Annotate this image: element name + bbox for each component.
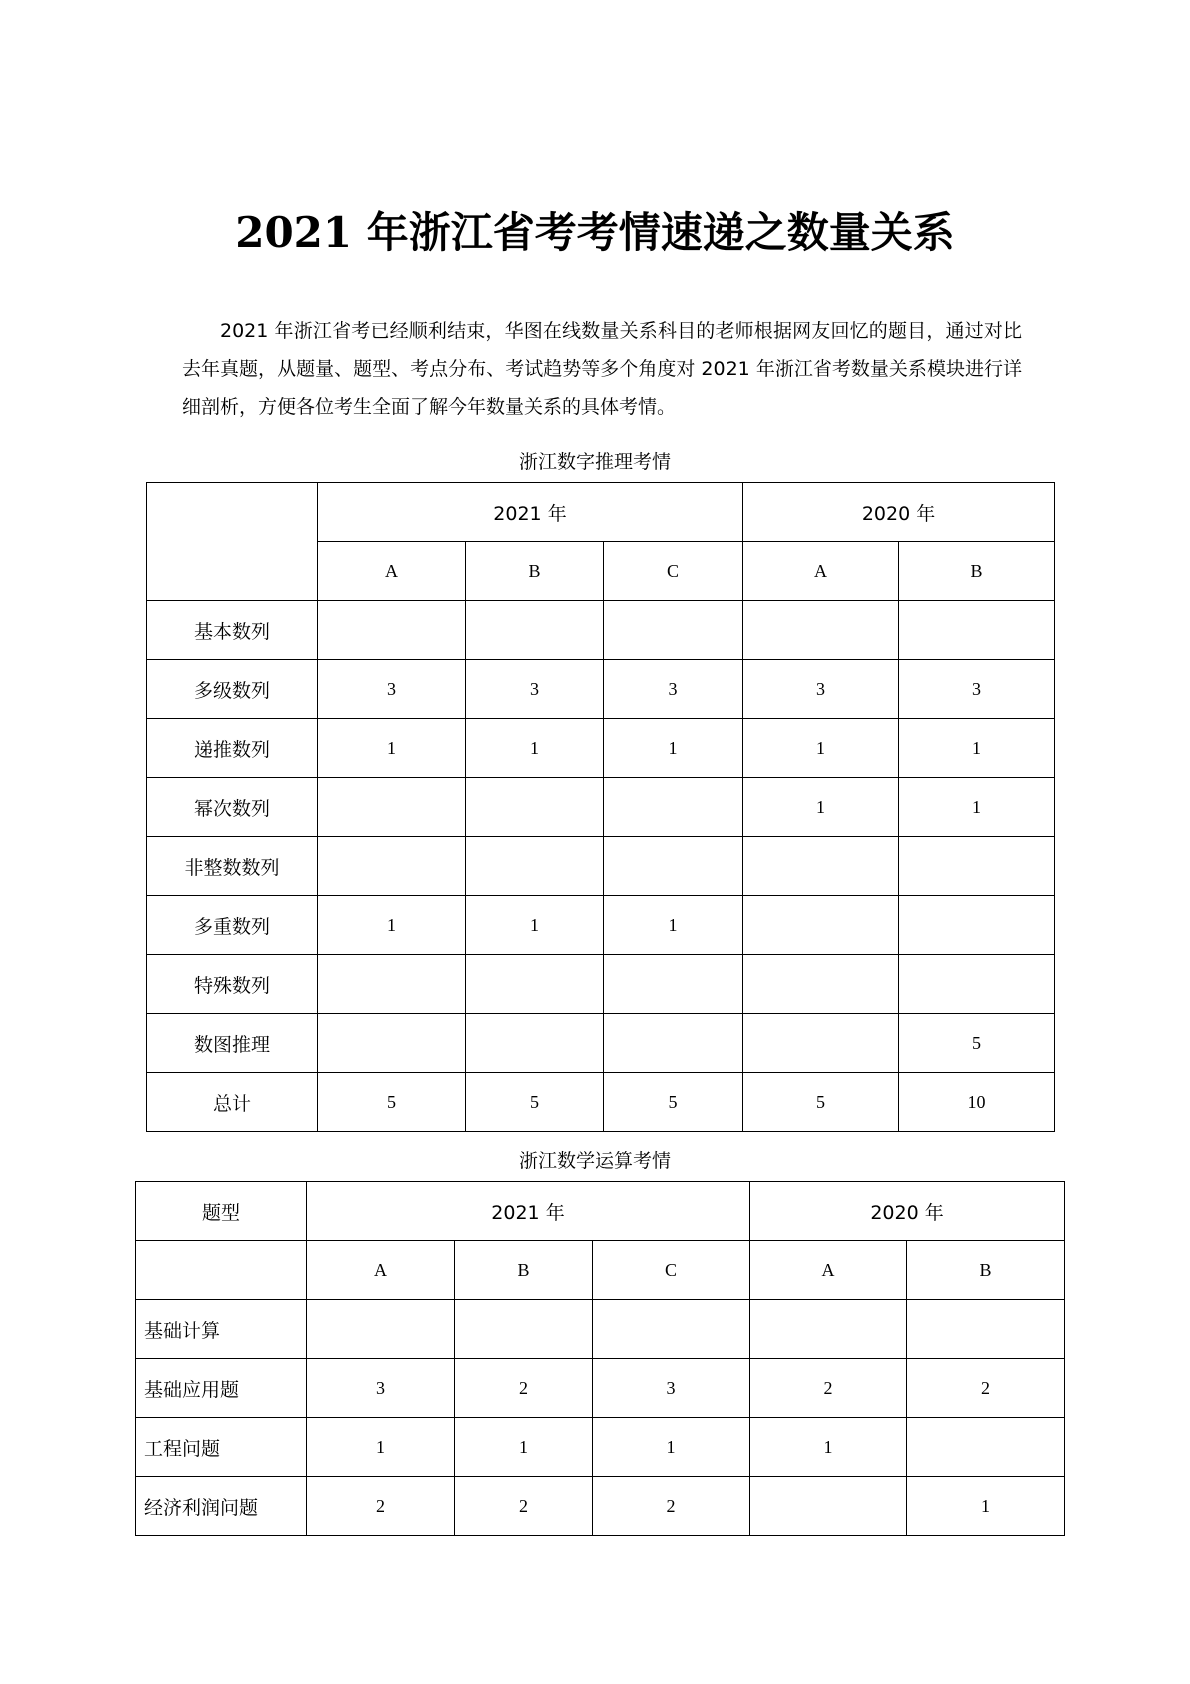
cell: 1 xyxy=(593,1418,750,1477)
cell: 2 xyxy=(750,1359,907,1418)
table1-header-2021: 2021 年 xyxy=(318,483,743,542)
cell xyxy=(750,1477,907,1536)
cell xyxy=(466,837,604,896)
table-row xyxy=(147,896,1055,955)
cell xyxy=(604,837,743,896)
row-label: 基础计算 xyxy=(136,1300,307,1359)
row-label: 非整数数列 xyxy=(147,837,318,896)
cell: 1 xyxy=(899,719,1055,778)
cell: 1 xyxy=(455,1418,593,1477)
cell xyxy=(318,778,466,837)
cell xyxy=(455,1300,593,1359)
cell: 3 xyxy=(604,660,743,719)
cell: 10 xyxy=(899,1073,1055,1132)
table2-subheader: A xyxy=(307,1241,455,1300)
row-label: 特殊数列 xyxy=(147,955,318,1014)
cell: 3 xyxy=(593,1359,750,1418)
table1-subheader: A xyxy=(318,542,466,601)
table1-subheader: C xyxy=(604,542,743,601)
cell: 2 xyxy=(455,1359,593,1418)
cell: 5 xyxy=(604,1073,743,1132)
table1-subheader: B xyxy=(466,542,604,601)
cell: 1 xyxy=(899,778,1055,837)
cell: 3 xyxy=(307,1359,455,1418)
cell xyxy=(604,601,743,660)
cell xyxy=(318,837,466,896)
cell xyxy=(743,837,899,896)
row-label: 基础应用题 xyxy=(136,1359,307,1418)
table-row xyxy=(136,1418,1065,1477)
table2-subheader: C xyxy=(593,1241,750,1300)
table-row xyxy=(147,601,1055,660)
table-row xyxy=(147,719,1055,778)
table2-subheader: B xyxy=(455,1241,593,1300)
cell: 2 xyxy=(455,1477,593,1536)
cell: 1 xyxy=(743,719,899,778)
table-row xyxy=(136,1477,1065,1536)
cell xyxy=(743,955,899,1014)
cell: 1 xyxy=(318,719,466,778)
cell: 1 xyxy=(466,896,604,955)
cell xyxy=(899,955,1055,1014)
table-row xyxy=(136,1300,1065,1359)
cell: 5 xyxy=(743,1073,899,1132)
table1-caption: 浙江数字推理考情 xyxy=(518,451,671,473)
cell xyxy=(466,778,604,837)
cell: 3 xyxy=(466,660,604,719)
cell xyxy=(466,1014,604,1073)
table1-subheader: B xyxy=(899,542,1055,601)
table-row xyxy=(136,1359,1065,1418)
cell: 1 xyxy=(907,1477,1065,1536)
cell: 1 xyxy=(307,1418,455,1477)
cell xyxy=(907,1418,1065,1477)
cell xyxy=(604,1014,743,1073)
table2-header-2020: 2020 年 xyxy=(750,1182,1065,1241)
table-row xyxy=(147,1073,1055,1132)
cell xyxy=(604,955,743,1014)
cell: 1 xyxy=(750,1418,907,1477)
cell: 5 xyxy=(318,1073,466,1132)
cell: 1 xyxy=(466,719,604,778)
cell xyxy=(318,601,466,660)
cell xyxy=(604,778,743,837)
cell xyxy=(743,1014,899,1073)
cell xyxy=(899,896,1055,955)
cell: 2 xyxy=(907,1359,1065,1418)
table-row xyxy=(147,955,1055,1014)
row-label: 工程问题 xyxy=(136,1418,307,1477)
cell xyxy=(750,1300,907,1359)
cell: 2 xyxy=(307,1477,455,1536)
table1-header-2020: 2020 年 xyxy=(743,483,1055,542)
cell xyxy=(318,955,466,1014)
table2-header-2021: 2021 年 xyxy=(307,1182,750,1241)
cell: 3 xyxy=(318,660,466,719)
page-title: 2021 年浙江省考考情速递之数量关系 xyxy=(235,208,955,257)
cell: 3 xyxy=(743,660,899,719)
cell: 5 xyxy=(899,1014,1055,1073)
table1-corner-cell xyxy=(147,483,318,601)
row-label: 基本数列 xyxy=(147,601,318,660)
table2-sub-corner-cell xyxy=(136,1241,307,1300)
cell: 1 xyxy=(604,896,743,955)
cell xyxy=(899,837,1055,896)
cell xyxy=(907,1300,1065,1359)
cell xyxy=(899,601,1055,660)
cell xyxy=(593,1300,750,1359)
table-row xyxy=(147,1014,1055,1073)
cell: 1 xyxy=(604,719,743,778)
table2-subheader: B xyxy=(907,1241,1065,1300)
table1-subheader: A xyxy=(743,542,899,601)
row-label: 多级数列 xyxy=(147,660,318,719)
row-label: 经济利润问题 xyxy=(136,1477,307,1536)
table2-corner-cell: 题型 xyxy=(136,1182,307,1241)
table-row xyxy=(147,837,1055,896)
table2-caption: 浙江数学运算考情 xyxy=(518,1150,671,1172)
table-row xyxy=(147,660,1055,719)
cell: 5 xyxy=(466,1073,604,1132)
cell: 3 xyxy=(899,660,1055,719)
row-label: 多重数列 xyxy=(147,896,318,955)
cell xyxy=(318,1014,466,1073)
row-label: 递推数列 xyxy=(147,719,318,778)
cell xyxy=(743,601,899,660)
row-label: 总计 xyxy=(147,1073,318,1132)
cell xyxy=(307,1300,455,1359)
cell xyxy=(466,601,604,660)
intro-paragraph: 2021 年浙江省考已经顺利结束，华图在线数量关系科目的老师根据网友回忆的题目，通过对比去年真题，从题量、题型、考点分布、考试趋势等多个角度对 2021 年浙江省考数量关系模块进行详细剖析，方便各位考生全面了解今年数量关系的具体考情。 xyxy=(182,320,1022,418)
cell xyxy=(466,955,604,1014)
math-operations-table xyxy=(135,1181,1065,1536)
row-label: 幂次数列 xyxy=(147,778,318,837)
cell: 2 xyxy=(593,1477,750,1536)
cell xyxy=(743,896,899,955)
table-row xyxy=(147,778,1055,837)
row-label: 数图推理 xyxy=(147,1014,318,1073)
cell: 1 xyxy=(743,778,899,837)
cell: 1 xyxy=(318,896,466,955)
table2-subheader: A xyxy=(750,1241,907,1300)
number-reasoning-table xyxy=(146,482,1055,1132)
